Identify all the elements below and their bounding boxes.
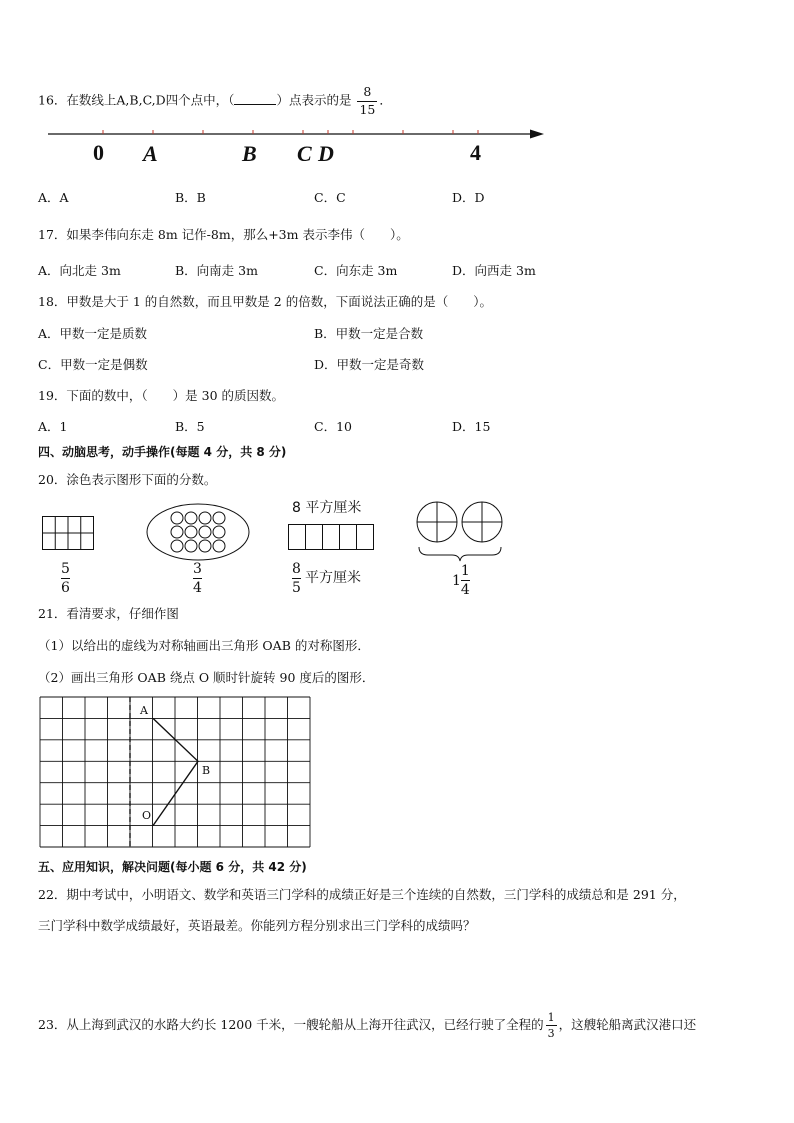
q16-text-before: 16．在数线上A,B,C,D四个点中，（ xyxy=(38,92,235,108)
q21-sub1: （1）以给出的虚线为对称轴画出三角形 OAB 的对称图形． xyxy=(38,638,370,653)
section4-title: 四、动脑思考，动手操作(每题 4 分，共 8 分) xyxy=(38,445,287,459)
q21-point-a: A xyxy=(140,704,148,717)
q20-fig2-fraction: $\frac{3}{4}$ xyxy=(193,561,202,596)
q20-fig3-bar[interactable] xyxy=(288,524,374,550)
q21-sub2: （2）画出三角形 OAB 绕点 O 顺时针旋转 90 度后的图形． xyxy=(38,670,375,685)
q16-option-a[interactable]: A．A xyxy=(38,190,69,205)
q17-stem: 17．如果李伟向东走 8m 记作-8m，那么+3m 表示李伟（ ）。 xyxy=(38,227,409,242)
q22-line1: 22．期中考试中，小明语文、数学和英语三门学科的成绩正好是三个连续的自然数，三门学科的成绩总和是 291 分， xyxy=(38,887,686,902)
q20-fig3-unit: 平方厘米 xyxy=(305,570,361,586)
q21-point-o: O xyxy=(142,809,152,822)
q16-option-b[interactable]: B．B xyxy=(175,190,206,205)
q16-stem: 16．在数线上A,B,C,D四个点中，（ ）点表示的是 $\frac{8}{15}$ ． xyxy=(38,84,392,117)
section5-title: 五、应用知识，解决问题(每小题 6 分，共 42 分) xyxy=(38,860,307,874)
q22-line2: 三门学科中数学成绩最好，英语最差。你能列方程分别求出三门学科的成绩吗？ xyxy=(38,918,476,933)
q16-fraction: $\frac{8}{15}$ xyxy=(359,84,376,117)
q19-option-a[interactable]: A．1 xyxy=(38,419,68,434)
numberline-label-c: C xyxy=(297,141,312,166)
q16-answer-blank[interactable] xyxy=(234,92,276,105)
q19-option-c[interactable]: C．10 xyxy=(314,419,352,434)
q17-option-d[interactable]: D．向西走 3m xyxy=(452,263,536,278)
numberline-label-b: B xyxy=(242,141,257,166)
numberline-label-d: D xyxy=(318,141,334,166)
q16-option-d[interactable]: D．D xyxy=(452,190,485,205)
q19-option-d[interactable]: D．15 xyxy=(452,419,491,434)
numberline-label-0: 0 xyxy=(93,140,104,165)
q19-stem: 19．下面的数中，（ ）是 30 的质因数。 xyxy=(38,388,285,403)
q18-option-b[interactable]: B．甲数一定是合数 xyxy=(314,326,424,341)
numberline-label-4: 4 xyxy=(470,140,481,165)
q17-option-b[interactable]: B．向南走 3m xyxy=(175,263,258,278)
q18-option-d[interactable]: D．甲数一定是奇数 xyxy=(314,357,425,372)
q20-fig3-fraction: $\frac{8}{5}$ xyxy=(292,561,301,596)
numberline-label-a: A xyxy=(143,141,158,166)
q20-fig1-rectangle-grid[interactable] xyxy=(42,516,94,550)
q16-option-c[interactable]: C．C xyxy=(314,190,346,205)
q18-stem: 18．甲数是大于 1 的自然数，而且甲数是 2 的倍数，下面说法正确的是（ ）。 xyxy=(38,294,492,309)
q20-fig3-label: 8 平方厘米 xyxy=(292,500,362,516)
q23-stem: 23．从上海到武汉的水路大约长 1200 千米，一艘轮船从上海开往武汉，已经行驶了全程的 $\frac{1}{3}$ ，这艘轮船离武汉港口还 xyxy=(38,1011,697,1040)
q16-text-after: ）点表示的是 xyxy=(276,92,352,108)
q20-fig4-circles[interactable] xyxy=(416,501,506,567)
q21-point-b: B xyxy=(202,764,211,777)
q21-drawing-grid[interactable] xyxy=(40,697,310,847)
q20-fig4-mixed-number: 1 $\frac{1}{4}$ xyxy=(452,563,470,598)
q20-fig2-ellipse-circles[interactable] xyxy=(146,503,250,561)
q17-option-a[interactable]: A．向北走 3m xyxy=(38,263,121,278)
q19-option-b[interactable]: B．5 xyxy=(175,419,205,434)
q17-option-c[interactable]: C．向东走 3m xyxy=(314,263,398,278)
q20-stem: 20．涂色表示图形下面的分数。 xyxy=(38,472,217,487)
q18-option-c[interactable]: C．甲数一定是偶数 xyxy=(38,357,148,372)
q21-stem: 21．看清要求，仔细作图 xyxy=(38,606,179,621)
number-line xyxy=(0,120,794,150)
q23-fraction: $\frac{1}{3}$ xyxy=(547,1011,555,1040)
q20-fig1-fraction: $\frac{5}{6}$ xyxy=(61,561,70,596)
q18-option-a[interactable]: A．甲数一定是质数 xyxy=(38,326,148,341)
